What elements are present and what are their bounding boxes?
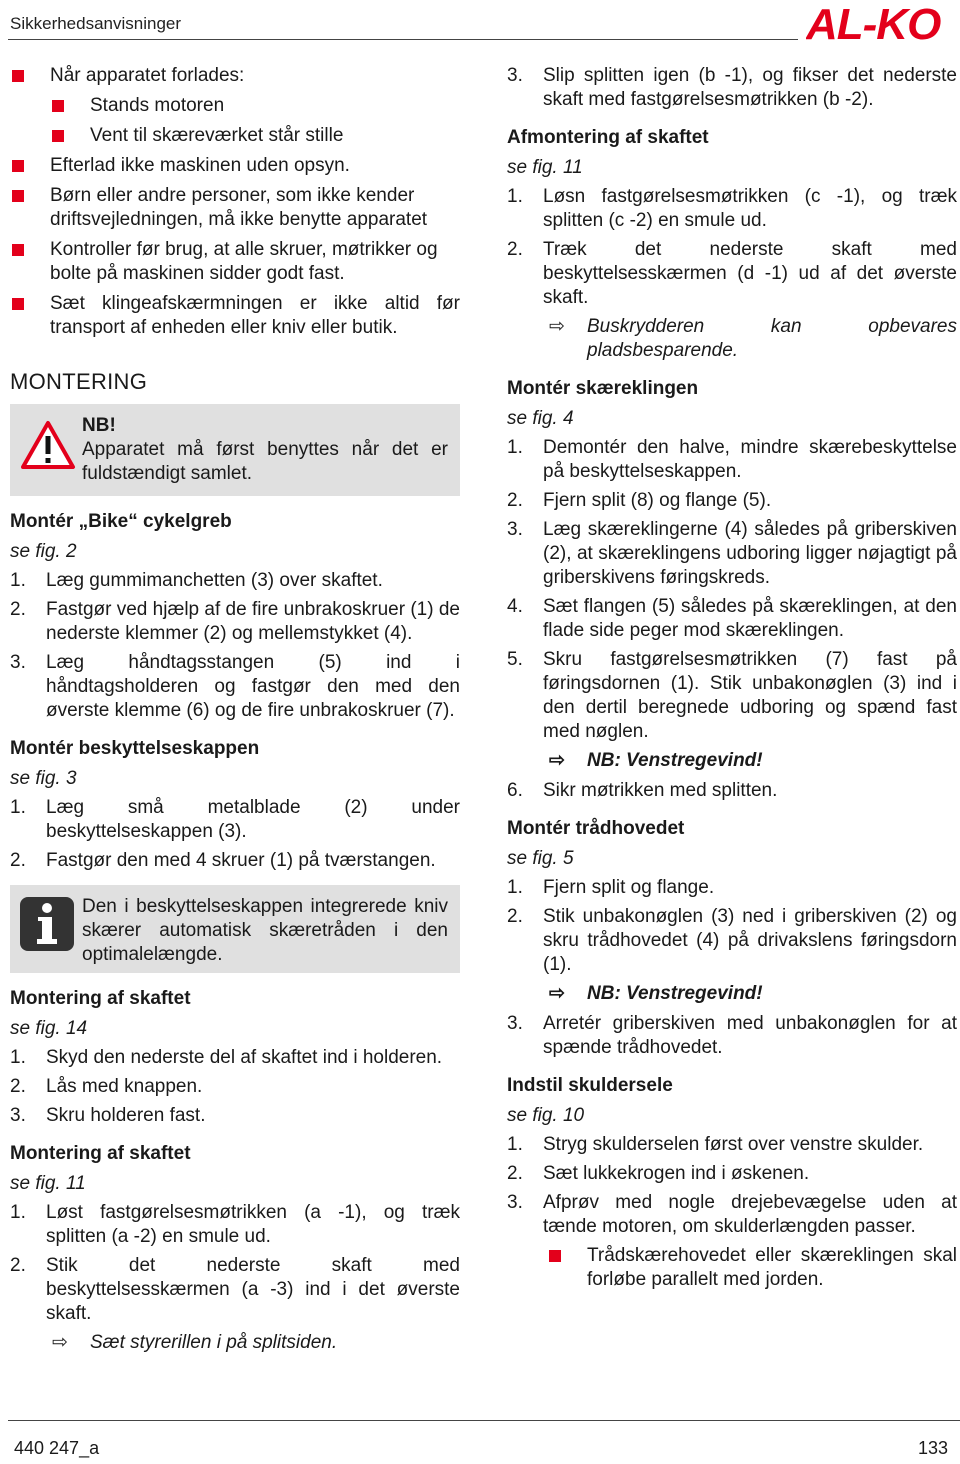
- section-heading: Indstil skuldersele: [507, 1075, 673, 1096]
- alko-logo: [806, 2, 960, 44]
- bullet-item: Når apparatet forlades:: [10, 64, 460, 88]
- step-item: 2. Lås med knappen.: [10, 1076, 203, 1097]
- step-item: 2. Stik det nederste skaft med beskyttelsesskærmen (a -3) ind i det øverste skaft.: [10, 1255, 460, 1324]
- step-item: 6. Sikr møtrikken med splitten.: [507, 780, 778, 801]
- figure-reference: se fig. 3: [10, 768, 77, 789]
- step-item: 4. Sæt flangen (5) således på skæreklingen, at den flade side peger mod skæreklingen.: [507, 596, 957, 641]
- section-heading: Montering af skaftet: [10, 1143, 191, 1164]
- step-item: 1. Skyd den nederste del af skaftet ind i holderen.: [10, 1047, 443, 1068]
- figure-reference: se fig. 5: [507, 848, 574, 869]
- step-item: 2. Træk det nederste skaft med beskyttelsesskærmen (d -1) ud af det øverste skaft.: [507, 239, 957, 308]
- step-item: 3. Slip splitten igen (b -1), og fikser det nederste skaft med fastgørelsesmøtrikken (b -2).: [507, 65, 957, 110]
- step-item: 1. Fjern split og flange.: [507, 877, 715, 898]
- step-item: 3. Læg skæreklingerne (4) således på griberskiven (2), at skæreklingens udboring ligger nøjagtigt på griberskivens føringskreds.: [507, 519, 957, 588]
- section-heading: Montér „Bike“ cykelgreb: [10, 511, 232, 532]
- step-item: 5. Skru fastgørelsesmøtrikken (7) fast på føringsdornen (1). Stik unbakonøglen (3) ind i den dertil beregnede udboring og spænd fast med nøglen.: [507, 649, 957, 742]
- section-heading: Afmontering af skaftet: [507, 127, 709, 148]
- info-icon: [20, 897, 74, 951]
- step-item: 3. Læg håndtagsstangen (5) ind i håndtagsholderen og fastgør den med den øverste klemme (6) og de fire unbrakoskruer (7).: [10, 652, 460, 721]
- step-item: 1. Læg små metalblade (2) under beskyttelseskappen (3).: [10, 797, 460, 842]
- left-column: [10, 64, 460, 1361]
- result-note: ⇨ NB: Venstregevind!: [549, 983, 763, 1004]
- footer-divider: [8, 1420, 960, 1421]
- document-number: 440 247_a: [14, 1438, 100, 1458]
- step-item: 1. Læg gummimanchetten (3) over skaftet.: [10, 570, 383, 591]
- section-title: MONTERING: [10, 369, 148, 394]
- arrow-right-icon: ⇨: [549, 983, 565, 1004]
- bullet-item: Børn eller andre personer, som ikke kender driftsvejledningen, må ikke benytte apparatet: [10, 184, 460, 232]
- figure-reference: se fig. 4: [507, 408, 574, 429]
- warning-label: NB!: [82, 415, 116, 436]
- section-heading: Montér skæreklingen: [507, 378, 699, 399]
- step-item: 1. Løst fastgørelsesmøtrikken (a -1), og træk splitten (a -2) en smule ud.: [10, 1202, 460, 1247]
- step-item: 2. Stik unbakonøglen (3) ned i griberskiven (2) og skru trådhovedet (4) på drivakslens føringsdorn (1).: [507, 906, 957, 975]
- arrow-right-icon: ⇨: [52, 1332, 68, 1353]
- step-item: 2. Fjern split (8) og flange (5).: [507, 490, 772, 511]
- bullet-item: Efterlad ikke maskinen uden opsyn.: [10, 154, 460, 178]
- section-heading: Montér trådhovedet: [507, 818, 685, 839]
- result-note: ⇨ Sæt styrerillen i på splitsiden.: [52, 1332, 338, 1353]
- header-divider: [8, 39, 798, 40]
- result-note: ⇨ Buskrydderen kan opbevares pladsbesparende.: [549, 316, 957, 361]
- figure-reference: se fig. 11: [10, 1173, 86, 1194]
- figure-reference: se fig. 11: [507, 157, 583, 178]
- bullet-subitem: Vent til skæreværket står stille: [10, 124, 460, 148]
- bullet-item: Kontroller før brug, at alle skruer, møtrikker og bolte på maskinen sidder godt fast.: [10, 238, 460, 286]
- arrow-right-icon: ⇨: [549, 316, 565, 337]
- result-note: ⇨ NB: Venstregevind!: [549, 750, 763, 771]
- step-item: 3. Arretér griberskiven med unbakonøglen for at spænde trådhovedet.: [507, 1013, 957, 1058]
- step-item: 3. Skru holderen fast.: [10, 1105, 206, 1126]
- section-heading: Montering af skaftet: [10, 988, 191, 1009]
- bullet-item: Sæt klingeafskærmningen er ikke altid før transport af enheden eller kniv eller butik.: [10, 292, 460, 340]
- page-number: 133: [917, 1438, 948, 1458]
- warning-box: [10, 404, 460, 496]
- bullet-item: Trådskærehovedet eller skæreklingen skal forløbe parallelt med jorden.: [507, 1244, 957, 1292]
- step-item: 2. Fastgør ved hjælp af de fire unbrakoskruer (1) de nederste klemmer (2) og mellemstykket (4).: [10, 599, 460, 644]
- figure-reference: se fig. 10: [507, 1105, 585, 1126]
- step-item: 3. Afprøv med nogle drejebevægelse uden at tænde motoren, om skulderlængden passer.: [507, 1192, 957, 1237]
- step-item: 2. Sæt lukkekrogen ind i øskenen.: [507, 1163, 810, 1184]
- step-item: 2. Fastgør den med 4 skruer (1) på tværstangen.: [10, 850, 436, 871]
- warning-triangle-icon: [20, 420, 76, 470]
- figure-reference: se fig. 14: [10, 1018, 88, 1039]
- header-title: Sikkerhedsanvisninger: [10, 14, 182, 33]
- step-item: 1. Løsn fastgørelsesmøtrikken (c -1), og træk splitten (c -2) en smule ud.: [507, 186, 957, 231]
- section-heading: Montér beskyttelseskappen: [10, 738, 260, 759]
- arrow-right-icon: ⇨: [549, 750, 565, 771]
- svg-text:AL-KO: AL-KO: [806, 2, 941, 44]
- step-item: 1. Stryg skulderselen først over venstre skulder.: [507, 1134, 924, 1155]
- page-header: [0, 0, 960, 46]
- warning-text: Apparatet må først benyttes når det er fuldstændigt samlet.: [82, 439, 448, 484]
- bullet-subitem: Stands motoren: [10, 94, 460, 118]
- figure-reference: se fig. 2: [10, 541, 77, 562]
- info-box: [10, 885, 460, 973]
- right-column: [507, 64, 957, 1298]
- step-item: 1. Demontér den halve, mindre skærebeskyttelse på beskyttelseskappen.: [507, 437, 957, 482]
- info-text: Den i beskyttelseskappen integrerede kniv skærer automatisk skæretråden i den optimalelængde.: [82, 896, 448, 965]
